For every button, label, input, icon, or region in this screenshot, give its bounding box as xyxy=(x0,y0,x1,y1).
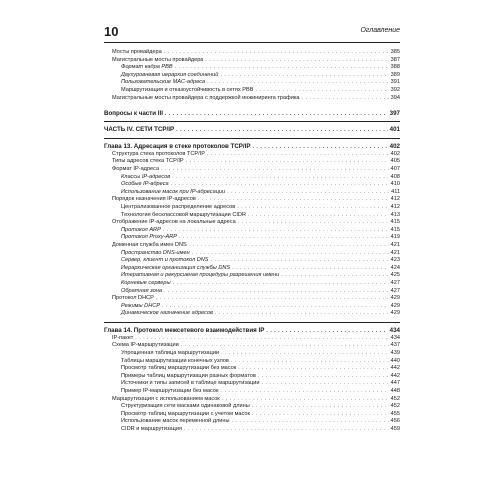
dot-leader xyxy=(175,64,389,72)
toc-entry-title: Просмотр таблиц маршрутизации с учетом масок xyxy=(121,410,250,417)
toc-entry-page: 434 xyxy=(389,327,400,335)
toc-entry-title: Использование масок переменной длины xyxy=(121,418,230,425)
dot-leader xyxy=(220,388,388,396)
toc-entry-page: 424 xyxy=(390,264,400,271)
dot-leader xyxy=(164,288,389,296)
toc-entry-title: Типы адресов стека TCP/IP xyxy=(112,158,184,165)
dot-leader xyxy=(215,310,389,318)
toc-entry-title: Пример IP-маршрутизации без масок xyxy=(121,387,219,394)
toc-entry-page: 456 xyxy=(390,418,400,425)
toc-entry-page: 415 xyxy=(390,226,400,233)
toc-entry[interactable] xyxy=(104,310,400,318)
toc-entry[interactable] xyxy=(104,426,400,434)
toc-entry-title: Динамическое назначение адресов xyxy=(121,310,213,317)
toc-entry-title: ЧАСТЬ IV. СЕТИ TCP/IP xyxy=(104,126,175,134)
dot-leader xyxy=(192,250,389,258)
toc-entry[interactable] xyxy=(104,288,400,296)
dot-leader xyxy=(232,265,389,273)
toc-entry[interactable] xyxy=(104,295,400,303)
toc-entry-title: Пространство DNS-имен xyxy=(121,249,190,256)
toc-entry[interactable] xyxy=(104,335,400,343)
toc-entry[interactable] xyxy=(104,151,400,159)
toc-heading[interactable] xyxy=(104,143,400,151)
toc-entry-title: Сервер, клиент и протокол DNS xyxy=(121,257,209,264)
page-header xyxy=(104,26,400,43)
toc-entry[interactable] xyxy=(104,79,400,87)
toc-entry[interactable] xyxy=(104,418,400,426)
toc-entry-title: IP-пакет xyxy=(112,334,134,341)
dot-leader xyxy=(205,57,388,65)
dot-leader xyxy=(181,342,389,350)
dot-leader xyxy=(207,151,389,159)
toc-entry[interactable] xyxy=(104,280,400,288)
toc-entry-page: 439 xyxy=(390,349,400,356)
toc-entry-title: Магистральные мосты провайдера с поддержкой инжиниринга трафика xyxy=(112,94,300,101)
toc-entry[interactable] xyxy=(104,72,400,80)
toc-entry-title: Иерархическая организация службы DNS xyxy=(121,264,231,271)
toc-entry-title: Корневые серверы xyxy=(121,280,171,287)
dot-leader xyxy=(161,166,389,174)
toc-entry-page: 455 xyxy=(390,410,400,417)
toc-entry[interactable] xyxy=(104,181,400,189)
dot-leader xyxy=(252,403,389,411)
dot-leader xyxy=(184,426,389,434)
toc-entry-title: CIDR и маршрутизация xyxy=(121,426,183,433)
toc-entry-title: Вопросы к части III xyxy=(104,109,163,117)
toc-entry[interactable] xyxy=(104,219,400,227)
toc-entry-page: 412 xyxy=(390,196,400,203)
toc-entry-title: Пользовательские MAC-адреса xyxy=(121,79,206,86)
toc-entry-title: Примеры таблиц маршрутизации разных форматов xyxy=(121,372,256,379)
dot-leader xyxy=(255,87,388,95)
dot-leader xyxy=(248,212,389,220)
toc-entry-page: 437 xyxy=(390,342,400,349)
toc-entry[interactable] xyxy=(104,257,400,265)
toc-entry-page: 419 xyxy=(390,234,400,241)
toc-entry[interactable] xyxy=(104,158,400,166)
toc-entry[interactable] xyxy=(104,388,400,396)
toc-entry[interactable] xyxy=(104,250,400,258)
toc-entry-title: Особые IP-адреса xyxy=(121,181,169,188)
toc-entry-title: Использование масок при IP-адресации xyxy=(121,188,226,195)
toc-entry-title: Протокол DHCP xyxy=(112,295,154,302)
toc-entry-title: Маршрутизация и отказоустойчивость в сетях PBB xyxy=(121,87,254,94)
toc-entry-title: Классы IP-адресов xyxy=(121,173,171,180)
toc-heading[interactable] xyxy=(104,327,400,335)
toc-entry-title: Маршрутизация с использованием масок xyxy=(112,395,220,402)
toc-entry[interactable] xyxy=(104,57,400,65)
toc-entry[interactable] xyxy=(104,227,400,235)
toc-entry-title: Структуризация сети масками одинаковой длины xyxy=(121,403,250,410)
toc-entry[interactable] xyxy=(104,242,400,250)
toc-entry[interactable] xyxy=(104,189,400,197)
toc-entry-page: 425 xyxy=(390,272,400,279)
toc-entry[interactable] xyxy=(104,358,400,366)
toc-entry-page: 385 xyxy=(390,49,400,55)
dot-leader xyxy=(162,303,389,311)
dot-leader xyxy=(135,335,388,343)
toc-entry-page: 423 xyxy=(390,257,400,264)
toc-entry[interactable] xyxy=(104,403,400,411)
toc-entry-page: 452 xyxy=(390,395,400,402)
toc-entry[interactable] xyxy=(104,87,400,95)
toc-entry-page: 415 xyxy=(390,219,400,226)
toc-entry-page: 392 xyxy=(390,87,400,94)
toc-entry-page: 394 xyxy=(390,94,400,101)
toc-entry[interactable] xyxy=(104,365,400,373)
dot-leader xyxy=(198,196,389,204)
toc-entry-page: 391 xyxy=(390,79,400,86)
toc-entry[interactable] xyxy=(104,303,400,311)
toc-entry-page: 442 xyxy=(390,365,400,372)
toc-entry-page: 397 xyxy=(389,109,400,117)
toc-entry-page: 421 xyxy=(390,249,400,256)
toc-entry-page: 429 xyxy=(390,295,400,302)
toc-entry-page: 412 xyxy=(390,203,400,210)
toc-entry-title: Доменная служба имен DNS xyxy=(112,242,187,248)
toc-entry[interactable] xyxy=(104,350,400,358)
dot-leader xyxy=(221,350,389,358)
toc-entry[interactable] xyxy=(104,380,400,388)
toc-entry-page: 411 xyxy=(391,188,400,195)
toc-entry-page: 413 xyxy=(390,211,400,218)
dot-leader xyxy=(186,158,389,166)
dot-leader xyxy=(252,411,389,419)
toc-entry[interactable] xyxy=(104,204,400,212)
toc-entry[interactable] xyxy=(104,49,400,57)
toc-entry-title: Глава 14. Протокол межсетевого взаимодействия IP xyxy=(104,327,265,335)
toc-entry-title: Схема IP-маршрутизации xyxy=(112,342,179,349)
dot-leader xyxy=(237,204,388,212)
toc-entry-title: Формат IP-адреса xyxy=(112,165,160,172)
dot-leader xyxy=(172,174,388,182)
dot-leader xyxy=(211,257,389,265)
dot-leader xyxy=(238,365,388,373)
toc-entry[interactable] xyxy=(104,174,400,182)
toc-entry-title: Отображение IP-адресов на локальные адреса xyxy=(112,219,236,226)
toc-entry-title: Протокол ARP xyxy=(121,226,161,233)
toc-heading[interactable] xyxy=(104,126,400,134)
toc-entry-title: Мосты провайдера xyxy=(112,49,162,55)
toc-entry-page: 405 xyxy=(390,158,400,165)
toc-entry-page: 427 xyxy=(390,287,400,294)
toc-entry-page: 402 xyxy=(389,143,400,151)
toc-entry-page: 429 xyxy=(390,310,400,317)
toc-entry-title: Протокол Proxy-ARP xyxy=(121,234,177,241)
dot-leader xyxy=(163,227,389,235)
toc-entry-page: 442 xyxy=(390,372,400,379)
toc-entry-title: Порядок назначения IP-адресов xyxy=(112,196,196,203)
toc-entry[interactable] xyxy=(104,265,400,273)
toc-entry-title: Двухуровневая иерархия соединений xyxy=(121,71,219,78)
toc-entry[interactable] xyxy=(104,342,400,350)
toc-entry-title: Формат кадра PBB xyxy=(121,64,173,71)
toc-entry-page: 434 xyxy=(390,334,400,341)
toc-entry-title: Структура стека протоколов TCP/IP xyxy=(112,150,205,157)
toc-entry-page: 389 xyxy=(390,71,400,78)
toc-entry-page: 408 xyxy=(390,173,400,180)
page-number: 10 xyxy=(104,24,119,39)
toc-entry-title: Просмотр таблиц маршрутизации без масок xyxy=(121,365,237,372)
toc-entry[interactable] xyxy=(104,166,400,174)
dot-leader xyxy=(227,189,389,197)
running-title: Оглавление xyxy=(360,27,400,34)
toc-entry-title: Глава 13. Адресация в стеке протоколов TCP/IP xyxy=(104,143,251,151)
toc-entry-title: Итеративная и рекурсивная процедуры разрешения имени xyxy=(121,272,280,279)
dot-leader xyxy=(220,72,388,80)
toc-entry-page: 448 xyxy=(390,387,400,394)
dot-leader xyxy=(173,280,389,288)
toc-entry-page: 440 xyxy=(390,357,400,364)
toc-entry-page: 402 xyxy=(390,150,400,157)
dot-leader xyxy=(189,242,389,250)
toc-entry-title: Обратная зона xyxy=(121,287,162,294)
dot-leader xyxy=(165,111,388,119)
dot-leader xyxy=(179,234,389,242)
dot-leader xyxy=(261,380,388,388)
toc-entry-title: Источники и типы записей в таблице маршрутизации xyxy=(121,380,260,387)
toc-entry-page: 459 xyxy=(390,426,400,433)
toc-entry-page: 452 xyxy=(390,403,400,410)
toc-entry-title: Магистральные мосты провайдера xyxy=(112,56,204,63)
toc-entry-title: Таблицы маршрутизации конечных узлов xyxy=(121,357,229,364)
toc-entry-title: Режимы DHCP xyxy=(121,302,161,309)
toc-entry-page: 429 xyxy=(390,302,400,309)
toc-entry-title: Централизованное распределение адресов xyxy=(121,203,236,210)
dot-leader xyxy=(176,127,388,135)
toc-entry[interactable] xyxy=(104,212,400,220)
toc-entry-page: 387 xyxy=(390,56,400,63)
toc-entry-page: 388 xyxy=(390,64,400,71)
toc-entry-page: 427 xyxy=(390,280,400,287)
toc-entry-page: 410 xyxy=(390,181,400,188)
dot-leader xyxy=(164,49,389,57)
toc-entry-page: 407 xyxy=(390,165,400,172)
dot-leader xyxy=(232,418,389,426)
toc-entry-page: 421 xyxy=(390,242,400,248)
dot-leader xyxy=(171,181,389,189)
toc-heading[interactable] xyxy=(104,110,400,118)
toc-entry[interactable] xyxy=(104,234,400,242)
toc-entry-title: Технология бесклассовой маршрутизации CIDR xyxy=(121,211,246,218)
dot-leader xyxy=(231,358,389,366)
dot-leader xyxy=(258,373,389,381)
toc-entry-page: 401 xyxy=(389,126,400,134)
toc-entry[interactable] xyxy=(104,196,400,204)
toc-entry-page: 447 xyxy=(390,380,400,387)
dot-leader xyxy=(302,95,389,103)
table-of-contents xyxy=(104,49,400,434)
dot-leader xyxy=(207,79,389,87)
toc-entry[interactable] xyxy=(104,64,400,72)
dot-leader xyxy=(156,295,389,303)
toc-entry-title: Упрощенная таблица маршрутизации xyxy=(121,349,220,356)
toc-entry[interactable] xyxy=(104,95,400,103)
dot-leader xyxy=(281,272,388,280)
toc-entry[interactable] xyxy=(104,272,400,280)
spacer xyxy=(104,102,400,110)
dot-leader xyxy=(238,219,389,227)
